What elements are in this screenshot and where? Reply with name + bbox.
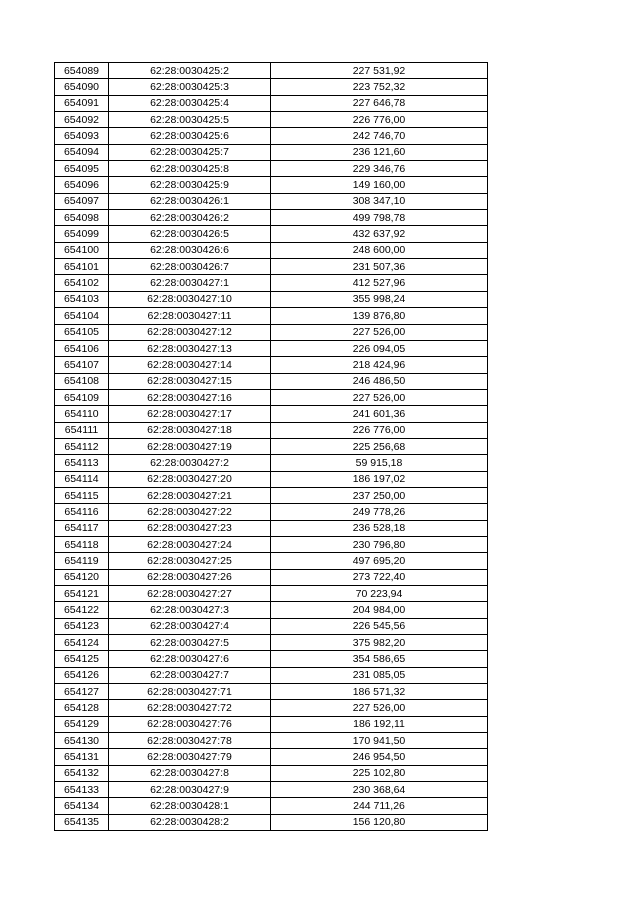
row-number-cell: 654092 xyxy=(55,112,109,128)
table-row xyxy=(55,210,488,226)
table-row xyxy=(55,193,488,209)
table-row xyxy=(55,95,488,111)
table-row xyxy=(55,716,488,732)
value-cell: 227 531,92 xyxy=(271,63,488,79)
table-row xyxy=(55,438,488,454)
cadastral-number-cell: 62:28:0030426:1 xyxy=(109,193,271,209)
cadastral-number-cell: 62:28:0030425:7 xyxy=(109,144,271,160)
cadastral-number-cell: 62:28:0030427:76 xyxy=(109,716,271,732)
row-number-cell: 654121 xyxy=(55,586,109,602)
value-cell: 227 526,00 xyxy=(271,324,488,340)
cadastral-number-cell: 62:28:0030427:22 xyxy=(109,504,271,520)
row-number-cell: 654100 xyxy=(55,242,109,258)
table-row xyxy=(55,487,488,503)
value-cell: 227 526,00 xyxy=(271,389,488,405)
table-row xyxy=(55,749,488,765)
cadastral-number-cell: 62:28:0030427:7 xyxy=(109,667,271,683)
value-cell: 225 102,80 xyxy=(271,765,488,781)
value-cell: 432 637,92 xyxy=(271,226,488,242)
table-row xyxy=(55,389,488,405)
value-cell: 375 982,20 xyxy=(271,635,488,651)
table-row xyxy=(55,177,488,193)
row-number-cell: 654115 xyxy=(55,487,109,503)
table-row xyxy=(55,161,488,177)
value-cell: 241 601,36 xyxy=(271,406,488,422)
row-number-cell: 654089 xyxy=(55,63,109,79)
row-number-cell: 654110 xyxy=(55,406,109,422)
cadastral-number-cell: 62:28:0030428:2 xyxy=(109,814,271,830)
table-row xyxy=(55,422,488,438)
row-number-cell: 654108 xyxy=(55,373,109,389)
value-cell: 204 984,00 xyxy=(271,602,488,618)
value-cell: 218 424,96 xyxy=(271,357,488,373)
cadastral-number-cell: 62:28:0030427:14 xyxy=(109,357,271,373)
value-cell: 497 695,20 xyxy=(271,553,488,569)
cadastral-number-cell: 62:28:0030428:1 xyxy=(109,798,271,814)
cadastral-number-cell: 62:28:0030425:6 xyxy=(109,128,271,144)
value-cell: 236 121,60 xyxy=(271,144,488,160)
cadastral-number-cell: 62:28:0030425:3 xyxy=(109,79,271,95)
row-number-cell: 654120 xyxy=(55,569,109,585)
row-number-cell: 654134 xyxy=(55,798,109,814)
value-cell: 226 776,00 xyxy=(271,422,488,438)
value-cell: 156 120,80 xyxy=(271,814,488,830)
table-row xyxy=(55,226,488,242)
cadastral-number-cell: 62:28:0030427:17 xyxy=(109,406,271,422)
row-number-cell: 654094 xyxy=(55,144,109,160)
table-row xyxy=(55,504,488,520)
table-row xyxy=(55,79,488,95)
value-cell: 226 094,05 xyxy=(271,340,488,356)
row-number-cell: 654112 xyxy=(55,438,109,454)
row-number-cell: 654131 xyxy=(55,749,109,765)
row-number-cell: 654124 xyxy=(55,635,109,651)
table-row xyxy=(55,536,488,552)
table-row xyxy=(55,357,488,373)
table-row xyxy=(55,700,488,716)
cadastral-number-cell: 62:28:0030427:72 xyxy=(109,700,271,716)
row-number-cell: 654116 xyxy=(55,504,109,520)
cadastral-number-cell: 62:28:0030425:2 xyxy=(109,63,271,79)
cadastral-number-cell: 62:28:0030427:19 xyxy=(109,438,271,454)
table-row xyxy=(55,798,488,814)
cadastral-number-cell: 62:28:0030427:10 xyxy=(109,291,271,307)
cadastral-number-cell: 62:28:0030425:9 xyxy=(109,177,271,193)
table-row xyxy=(55,324,488,340)
cadastral-number-cell: 62:28:0030427:25 xyxy=(109,553,271,569)
cadastral-number-cell: 62:28:0030427:13 xyxy=(109,340,271,356)
table-row xyxy=(55,455,488,471)
table-row xyxy=(55,406,488,422)
value-cell: 236 528,18 xyxy=(271,520,488,536)
table-row xyxy=(55,586,488,602)
value-cell: 249 778,26 xyxy=(271,504,488,520)
value-cell: 230 796,80 xyxy=(271,536,488,552)
row-number-cell: 654105 xyxy=(55,324,109,340)
cadastral-number-cell: 62:28:0030427:71 xyxy=(109,684,271,700)
row-number-cell: 654113 xyxy=(55,455,109,471)
row-number-cell: 654123 xyxy=(55,618,109,634)
table-row xyxy=(55,128,488,144)
row-number-cell: 654126 xyxy=(55,667,109,683)
row-number-cell: 654103 xyxy=(55,291,109,307)
value-cell: 170 941,50 xyxy=(271,733,488,749)
cadastral-number-cell: 62:28:0030427:78 xyxy=(109,733,271,749)
row-number-cell: 654132 xyxy=(55,765,109,781)
value-cell: 246 486,50 xyxy=(271,373,488,389)
cadastral-number-cell: 62:28:0030427:1 xyxy=(109,275,271,291)
row-number-cell: 654090 xyxy=(55,79,109,95)
row-number-cell: 654093 xyxy=(55,128,109,144)
value-cell: 242 746,70 xyxy=(271,128,488,144)
row-number-cell: 654114 xyxy=(55,471,109,487)
value-cell: 59 915,18 xyxy=(271,455,488,471)
row-number-cell: 654091 xyxy=(55,95,109,111)
table-body xyxy=(55,63,488,831)
row-number-cell: 654106 xyxy=(55,340,109,356)
value-cell: 226 545,56 xyxy=(271,618,488,634)
cadastral-number-cell: 62:28:0030425:4 xyxy=(109,95,271,111)
cadastral-number-cell: 62:28:0030426:2 xyxy=(109,210,271,226)
value-cell: 237 250,00 xyxy=(271,487,488,503)
row-number-cell: 654095 xyxy=(55,161,109,177)
row-number-cell: 654109 xyxy=(55,389,109,405)
table-row xyxy=(55,520,488,536)
value-cell: 186 192,11 xyxy=(271,716,488,732)
table-row xyxy=(55,259,488,275)
row-number-cell: 654099 xyxy=(55,226,109,242)
row-number-cell: 654102 xyxy=(55,275,109,291)
cadastral-number-cell: 62:28:0030427:26 xyxy=(109,569,271,585)
cadastral-number-cell: 62:28:0030427:5 xyxy=(109,635,271,651)
value-cell: 225 256,68 xyxy=(271,438,488,454)
table-row xyxy=(55,63,488,79)
cadastral-number-cell: 62:28:0030427:4 xyxy=(109,618,271,634)
table-row xyxy=(55,471,488,487)
table-row xyxy=(55,373,488,389)
cadastral-number-cell: 62:28:0030427:8 xyxy=(109,765,271,781)
table-row xyxy=(55,275,488,291)
value-cell: 248 600,00 xyxy=(271,242,488,258)
table-row xyxy=(55,684,488,700)
value-cell: 246 954,50 xyxy=(271,749,488,765)
cadastral-number-cell: 62:28:0030427:11 xyxy=(109,308,271,324)
table-row xyxy=(55,144,488,160)
row-number-cell: 654096 xyxy=(55,177,109,193)
row-number-cell: 654104 xyxy=(55,308,109,324)
row-number-cell: 654127 xyxy=(55,684,109,700)
value-cell: 227 646,78 xyxy=(271,95,488,111)
row-number-cell: 654133 xyxy=(55,782,109,798)
value-cell: 186 571,32 xyxy=(271,684,488,700)
value-cell: 149 160,00 xyxy=(271,177,488,193)
table-row xyxy=(55,782,488,798)
table-row xyxy=(55,667,488,683)
cadastral-number-cell: 62:28:0030427:79 xyxy=(109,749,271,765)
row-number-cell: 654130 xyxy=(55,733,109,749)
table-row xyxy=(55,651,488,667)
table-row xyxy=(55,553,488,569)
table-row xyxy=(55,635,488,651)
table-row xyxy=(55,112,488,128)
cadastral-number-cell: 62:28:0030427:24 xyxy=(109,536,271,552)
cadastral-number-cell: 62:28:0030427:12 xyxy=(109,324,271,340)
row-number-cell: 654119 xyxy=(55,553,109,569)
value-cell: 355 998,24 xyxy=(271,291,488,307)
cadastral-number-cell: 62:28:0030427:15 xyxy=(109,373,271,389)
table-row xyxy=(55,308,488,324)
value-cell: 308 347,10 xyxy=(271,193,488,209)
value-cell: 227 526,00 xyxy=(271,700,488,716)
table-row xyxy=(55,291,488,307)
cadastral-number-cell: 62:28:0030426:7 xyxy=(109,259,271,275)
cadastral-number-cell: 62:28:0030425:8 xyxy=(109,161,271,177)
value-cell: 230 368,64 xyxy=(271,782,488,798)
cadastral-number-cell: 62:28:0030427:3 xyxy=(109,602,271,618)
value-cell: 412 527,96 xyxy=(271,275,488,291)
value-cell: 499 798,78 xyxy=(271,210,488,226)
value-cell: 354 586,65 xyxy=(271,651,488,667)
row-number-cell: 654098 xyxy=(55,210,109,226)
value-cell: 186 197,02 xyxy=(271,471,488,487)
row-number-cell: 654128 xyxy=(55,700,109,716)
value-cell: 139 876,80 xyxy=(271,308,488,324)
cadastral-number-cell: 62:28:0030427:16 xyxy=(109,389,271,405)
row-number-cell: 654125 xyxy=(55,651,109,667)
value-cell: 231 085,05 xyxy=(271,667,488,683)
value-cell: 223 752,32 xyxy=(271,79,488,95)
row-number-cell: 654118 xyxy=(55,536,109,552)
table-row xyxy=(55,242,488,258)
cadastral-number-cell: 62:28:0030427:2 xyxy=(109,455,271,471)
table-row xyxy=(55,765,488,781)
table-row xyxy=(55,340,488,356)
table-row xyxy=(55,602,488,618)
cadastral-number-cell: 62:28:0030426:5 xyxy=(109,226,271,242)
row-number-cell: 654129 xyxy=(55,716,109,732)
table-row xyxy=(55,569,488,585)
cadastral-number-cell: 62:28:0030427:6 xyxy=(109,651,271,667)
row-number-cell: 654122 xyxy=(55,602,109,618)
table-row xyxy=(55,733,488,749)
row-number-cell: 654101 xyxy=(55,259,109,275)
row-number-cell: 654097 xyxy=(55,193,109,209)
cadastral-number-cell: 62:28:0030427:9 xyxy=(109,782,271,798)
value-cell: 244 711,26 xyxy=(271,798,488,814)
row-number-cell: 654135 xyxy=(55,814,109,830)
cadastral-number-cell: 62:28:0030427:21 xyxy=(109,487,271,503)
cadastral-value-table xyxy=(54,62,488,831)
row-number-cell: 654111 xyxy=(55,422,109,438)
cadastral-number-cell: 62:28:0030427:27 xyxy=(109,586,271,602)
cadastral-number-cell: 62:28:0030427:23 xyxy=(109,520,271,536)
row-number-cell: 654107 xyxy=(55,357,109,373)
value-cell: 273 722,40 xyxy=(271,569,488,585)
row-number-cell: 654117 xyxy=(55,520,109,536)
value-cell: 226 776,00 xyxy=(271,112,488,128)
cadastral-number-cell: 62:28:0030425:5 xyxy=(109,112,271,128)
value-cell: 70 223,94 xyxy=(271,586,488,602)
table-row xyxy=(55,618,488,634)
value-cell: 229 346,76 xyxy=(271,161,488,177)
cadastral-number-cell: 62:28:0030427:20 xyxy=(109,471,271,487)
value-cell: 231 507,36 xyxy=(271,259,488,275)
table-row xyxy=(55,814,488,830)
cadastral-number-cell: 62:28:0030426:6 xyxy=(109,242,271,258)
cadastral-number-cell: 62:28:0030427:18 xyxy=(109,422,271,438)
